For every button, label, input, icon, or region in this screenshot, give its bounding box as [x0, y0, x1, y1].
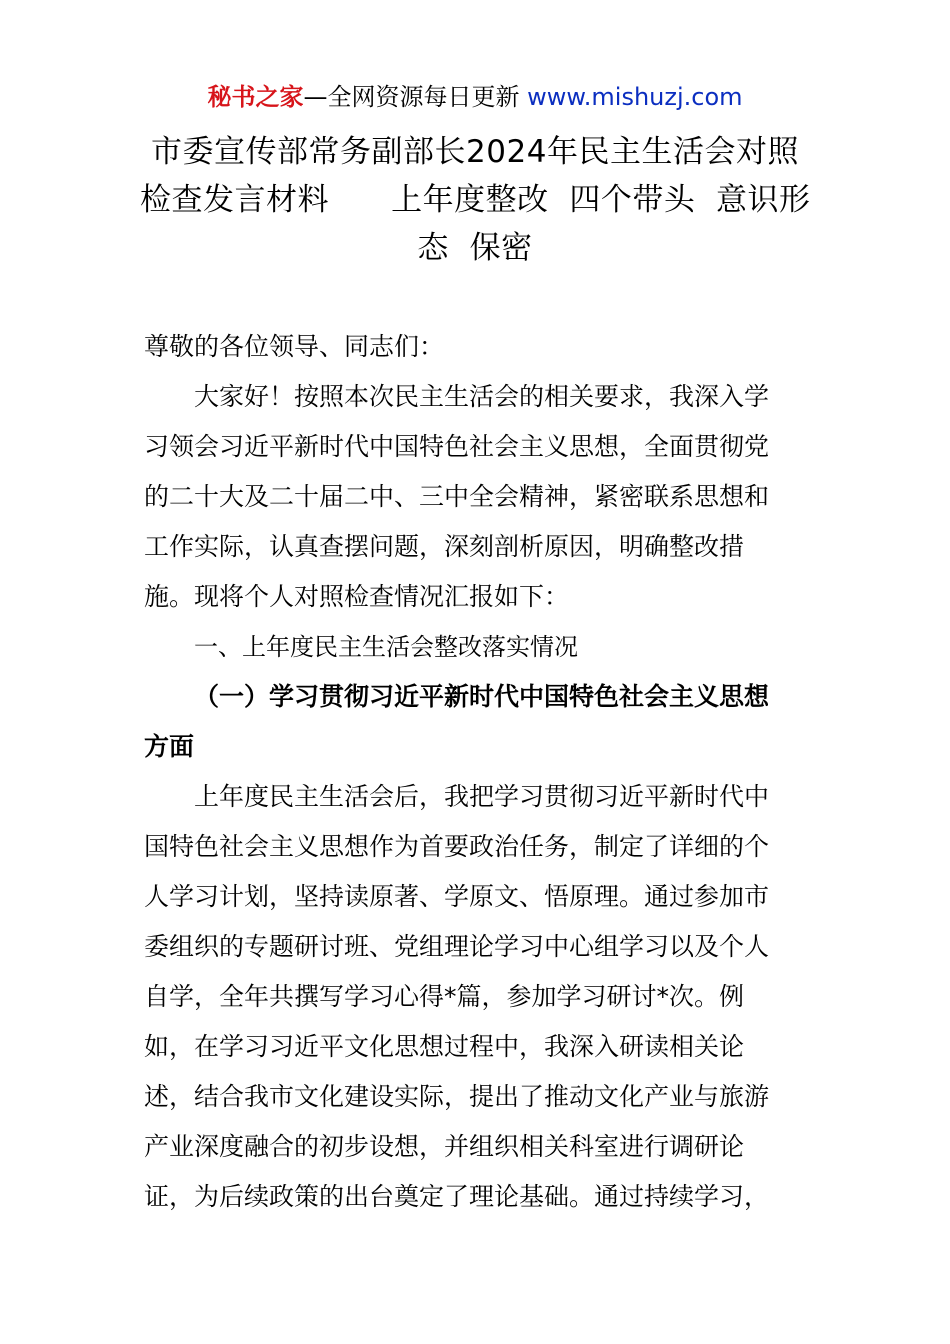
paragraph-line: 产业深度融合的初步设想，并组织相关科室进行调研论 — [144, 1132, 745, 1161]
paragraph-line: 国特色社会主义思想作为首要政治任务，制定了详细的个 — [144, 832, 770, 861]
paragraph-line: 习领会习近平新时代中国特色社会主义思想，全面贯彻党 — [144, 432, 770, 461]
salutation-text: 尊敬的各位领导、同志们： — [144, 332, 445, 361]
site-url[interactable]: www.mishuzj.com — [527, 83, 743, 111]
paragraph-line: 证，为后续政策的出台奠定了理论基础。通过持续学习， — [144, 1182, 770, 1211]
document-title — [140, 128, 810, 272]
paragraph-line: 自学，全年共撰写学习心得*篇，参加学习研讨*次。例 — [144, 982, 745, 1011]
subheading-line: 方面 — [144, 732, 195, 761]
paragraph-line: 委组织的专题研讨班、党组理论学习中心组学习以及个人 — [144, 932, 770, 961]
paragraph-line: 大家好！按照本次民主生活会的相关要求，我深入学 — [194, 382, 770, 411]
brand-name: 秘书之家 — [207, 83, 304, 111]
title-line: 态 保密 — [417, 230, 533, 266]
paragraph-line: 如，在学习习近平文化思想过程中，我深入研读相关论 — [144, 1032, 745, 1061]
paragraph-line: 工作实际，认真查摆问题，深刻剖析原因，明确整改措 — [144, 532, 745, 561]
salutation — [144, 322, 808, 372]
title-line: 检查发言材料 上年度整改 四个带头 意识形 — [140, 182, 811, 218]
paragraph-line: 人学习计划，坚持读原著、学原文、悟原理。通过参加市 — [144, 882, 770, 911]
title-line: 市委宣传部常务副部长2024年民主生活会对照 — [151, 134, 799, 170]
body-paragraph — [144, 772, 808, 1222]
section-heading — [144, 622, 808, 672]
subheading-line: （一）学习贯彻习近平新时代中国特色社会主义思想 — [194, 682, 770, 711]
paragraph-line: 述，结合我市文化建设实际，提出了推动文化产业与旅游 — [144, 1082, 770, 1111]
site-header — [0, 80, 950, 114]
section-heading-text: 一、上年度民主生活会整改落实情况 — [194, 633, 578, 661]
subheading — [144, 672, 808, 772]
header-tagline: —全网资源每日更新 — [303, 83, 520, 111]
paragraph-line: 的二十大及二十届二中、三中全会精神，紧密联系思想和 — [144, 482, 770, 511]
intro-paragraph — [144, 372, 808, 622]
paragraph-line: 施。现将个人对照检查情况汇报如下： — [144, 582, 570, 611]
document-body — [144, 322, 808, 1222]
paragraph-line: 上年度民主生活会后，我把学习贯彻习近平新时代中 — [194, 782, 770, 811]
